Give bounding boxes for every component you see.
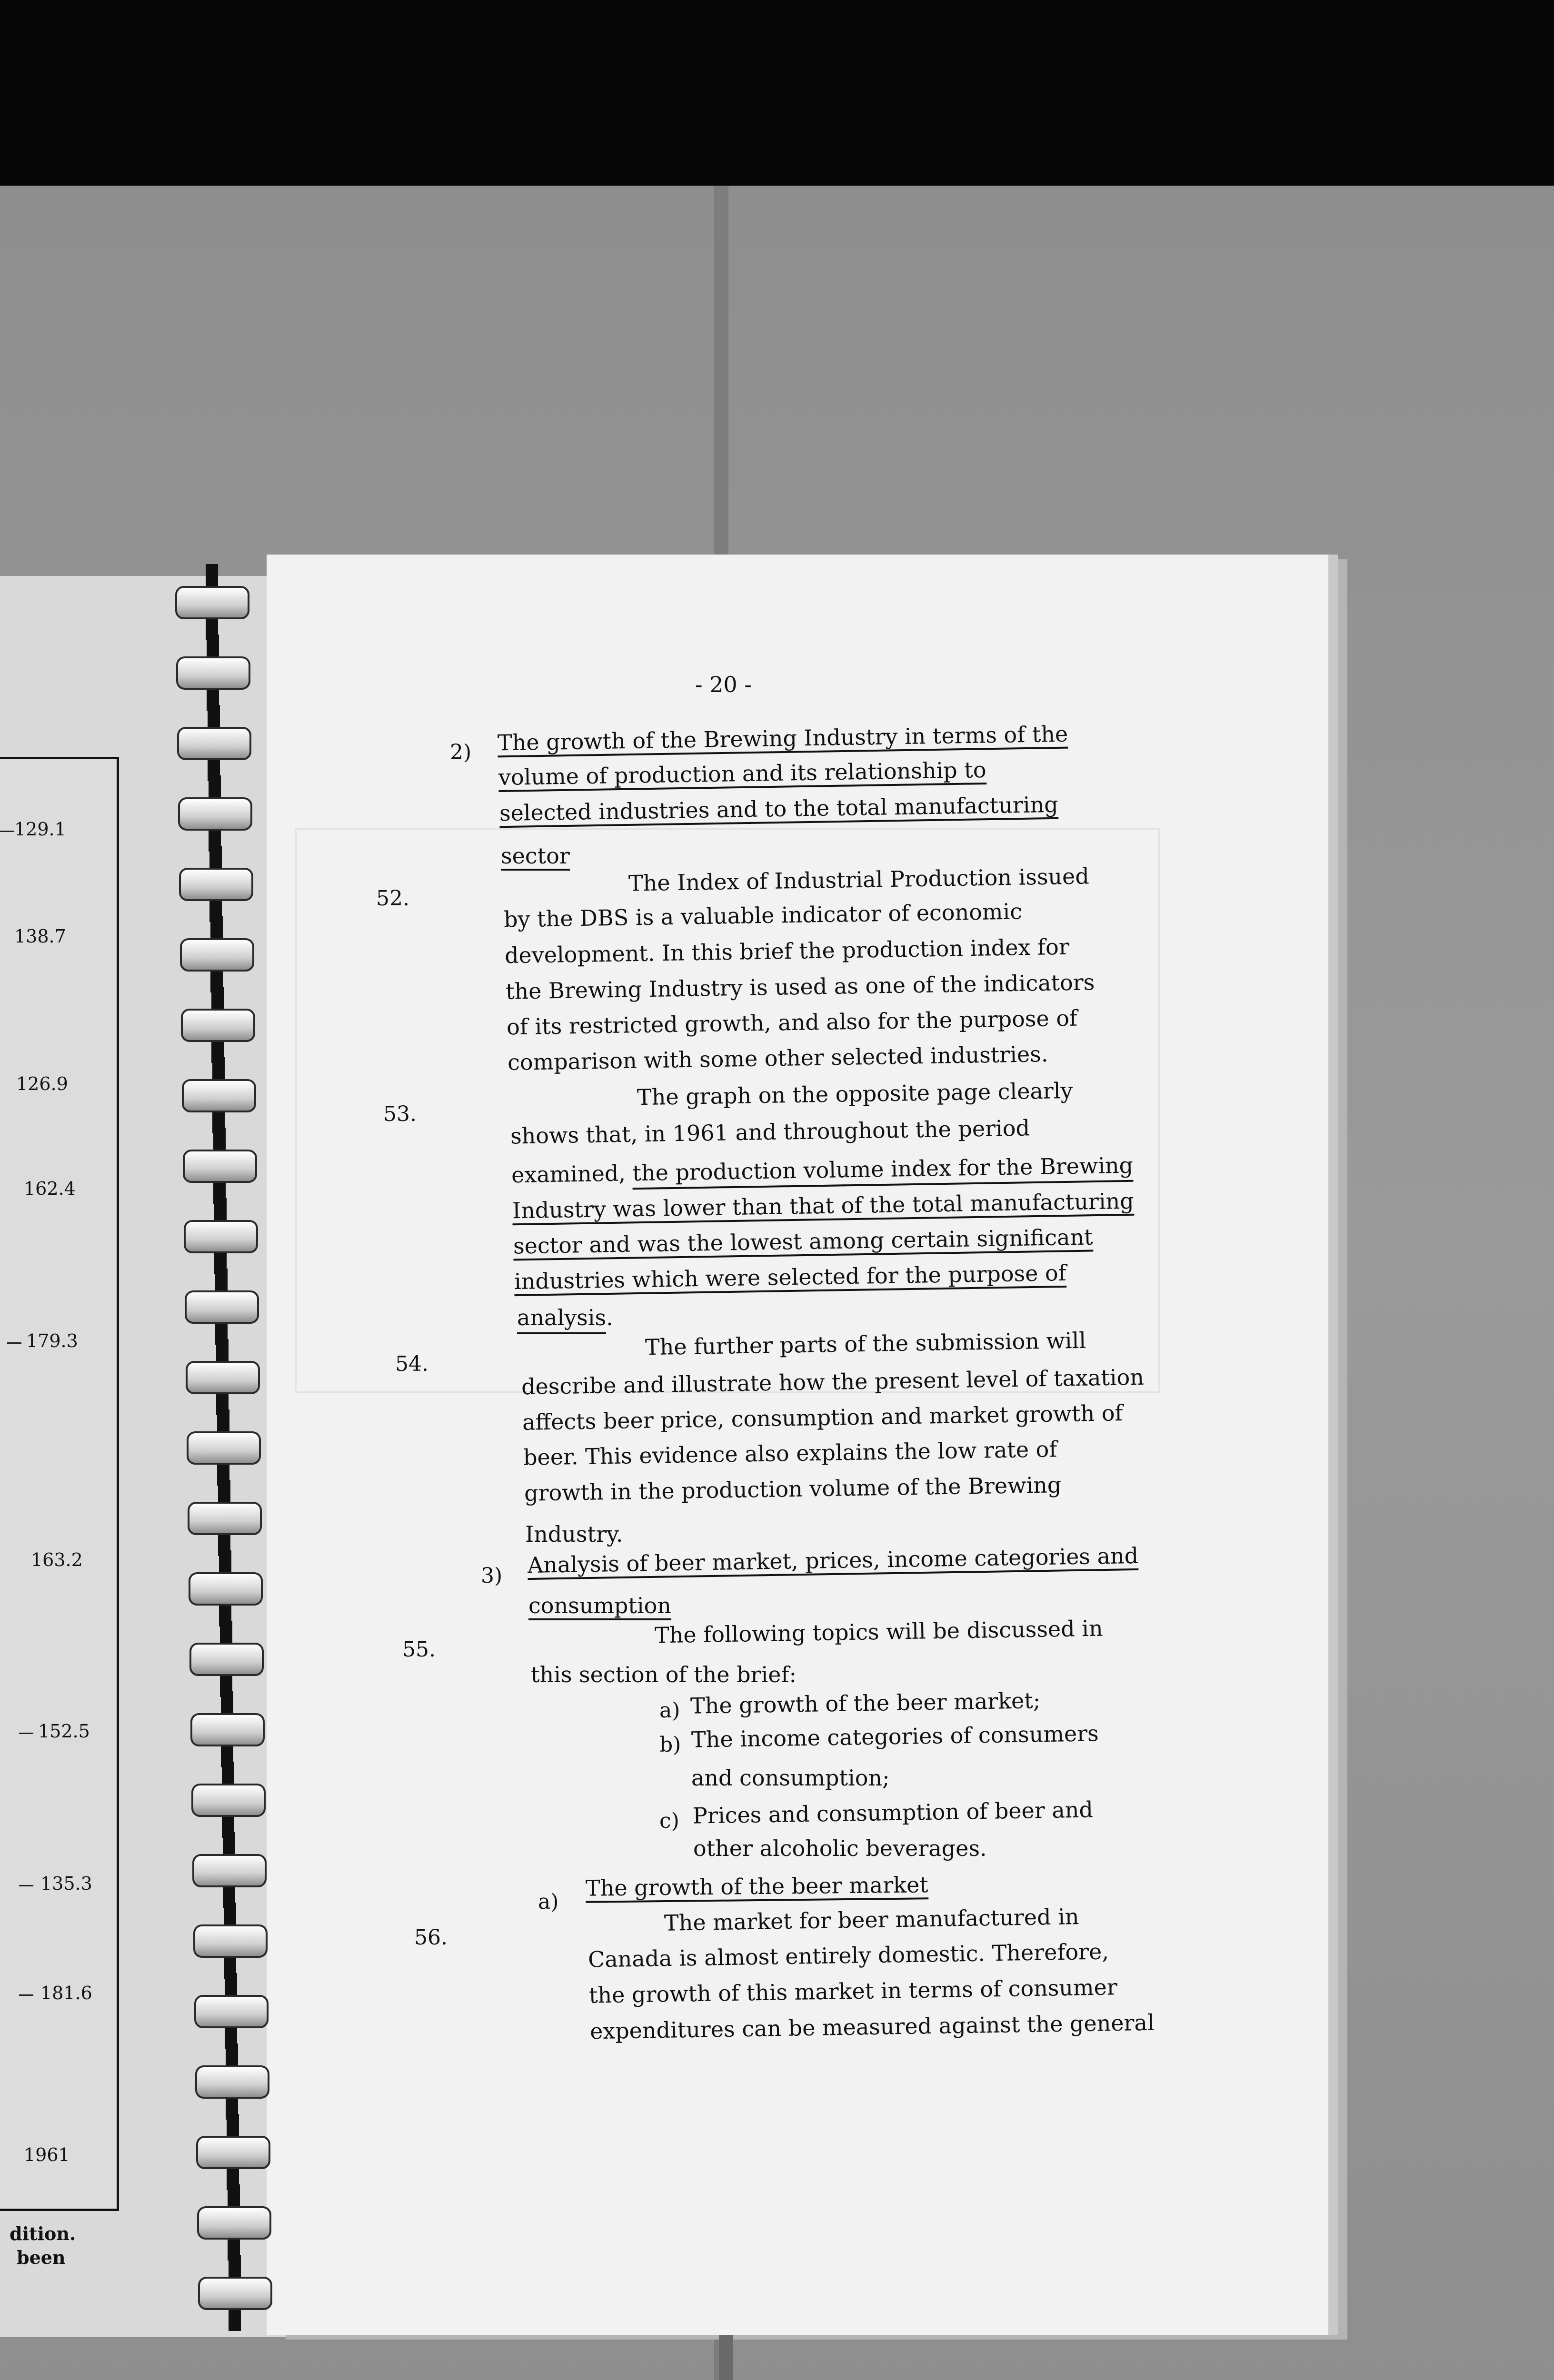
spiral-loop (189, 1572, 263, 1606)
spiral-loop (182, 1079, 256, 1112)
list-marker: b) (659, 1733, 681, 1757)
chart-value: 126.9 (16, 1073, 68, 1094)
spiral-loop (181, 1009, 255, 1042)
chart-value: 152.5 (38, 1721, 90, 1742)
spiral-coil (179, 1147, 255, 1184)
spiral-coil (193, 2203, 269, 2241)
left-chart-frame (0, 757, 119, 2211)
paragraph-line: affects beer price, consumption and market growth of (522, 1400, 1123, 1435)
paragraph-number: 54. (395, 1352, 428, 1376)
section-heading-line: consumption (528, 1595, 671, 1620)
spiral-loop (197, 2206, 271, 2240)
paragraph-line: shows that, in 1961 and throughout the period (510, 1115, 1030, 1149)
spiral-coil (188, 1781, 264, 1818)
chart-tick (19, 1885, 33, 1886)
paragraph-line: describe and illustrate how the present level of taxation (521, 1364, 1145, 1400)
spiral-loop (198, 2277, 272, 2310)
spiral-loop (178, 797, 252, 831)
spiral-coil (192, 2133, 269, 2170)
underlined-line: Industry was lower than that of the total manufacturing (512, 1190, 1134, 1226)
spiral-loop (185, 1290, 259, 1324)
spiral-loop (183, 1150, 257, 1183)
spiral-loop (186, 1361, 260, 1394)
paragraph-line: Canada is almost entirely domestic. Therefore, (588, 1938, 1109, 1973)
paragraph-number: 55. (402, 1637, 436, 1662)
paragraph-number: 53. (383, 1102, 417, 1126)
chart-tick (19, 1733, 33, 1734)
underlined-line: sector and was the lowest among certain significant (513, 1226, 1093, 1260)
section-marker: 2) (450, 740, 472, 764)
spiral-loop (196, 2136, 270, 2169)
spiral-loop (176, 656, 250, 690)
spiral-loop (191, 1784, 266, 1817)
spiral-loop (190, 1713, 265, 1746)
paragraph-line: Industry. (525, 1521, 623, 1547)
section-heading-line: The growth of the Brewing Industry in terms of the (498, 723, 1068, 758)
chart-year-label: 1961 (24, 2144, 70, 2165)
spiral-binding (171, 576, 295, 2337)
spiral-loop (187, 1431, 261, 1465)
chart-tick (7, 1342, 21, 1344)
spiral-coil (187, 1710, 263, 1747)
paragraph-line: the growth of this market in terms of consumer (588, 1974, 1118, 2008)
section-heading-line: sector (501, 845, 570, 871)
list-item-line: The growth of the beer market; (690, 1687, 1041, 1719)
center-strip (719, 2335, 733, 2380)
spiral-loop (189, 1643, 264, 1676)
spiral-coil (178, 1076, 254, 1113)
section-heading-line: selected industries and to the total manufacturing (499, 793, 1058, 828)
list-item-line: The income categories of consumers (691, 1720, 1099, 1753)
underlined-text: the production volume index for the Brewing (632, 1152, 1133, 1190)
underlined-text: analysis (517, 1305, 606, 1334)
chart-value: 135.3 (40, 1873, 92, 1894)
underlined-line: industries which were selected for the purpose of (514, 1262, 1066, 1296)
spiral-loop (188, 1502, 262, 1535)
spiral-loop (175, 586, 249, 619)
spiral-coil (184, 1499, 260, 1536)
chart-value: 181.6 (40, 1983, 92, 2003)
paragraph-number: 56. (414, 1925, 448, 1950)
paragraph-line-mixed (517, 1307, 613, 1329)
chart-value: 179.3 (26, 1330, 78, 1351)
subsection-heading: The growth of the beer market (586, 1874, 928, 1903)
spiral-coil (175, 865, 251, 902)
spiral-coil (194, 2274, 270, 2311)
spiral-coil (173, 724, 249, 761)
spiral-coil (180, 1217, 256, 1254)
spiral-coil (191, 2063, 268, 2100)
list-item-line: and consumption; (691, 1765, 890, 1791)
spiral-coil (172, 654, 249, 691)
paragraph-line: this section of the brief: (531, 1662, 797, 1687)
chart-value: 129.1 (14, 819, 66, 840)
spiral-coil (174, 794, 250, 832)
spiral-coil (177, 1006, 253, 1043)
paragraph-line: comparison with some other selected industries. (507, 1041, 1048, 1075)
spiral-loop (193, 1924, 268, 1958)
spiral-coil (190, 1992, 267, 2029)
spiral-loop (195, 2065, 269, 2099)
paragraph-line: The Index of Industrial Production issued (628, 863, 1090, 896)
spiral-coil (171, 583, 248, 620)
paragraph-text: examined, (511, 1160, 626, 1188)
spiral-coil (185, 1569, 261, 1606)
paragraph-line: of its restricted growth, and also for the purpose of (506, 1005, 1078, 1040)
left-footnote-line: dition. (10, 2223, 76, 2244)
chart-tick (19, 1994, 33, 1996)
paragraph-text: . (606, 1305, 613, 1330)
spiral-loop (180, 938, 254, 972)
paragraph-line: The further parts of the submission will (645, 1327, 1086, 1360)
paragraph-line: development. In this brief the production index for (504, 933, 1070, 969)
spiral-loop (194, 1995, 269, 2028)
paragraph-line: by the DBS is a valuable indicator of economic (503, 898, 1023, 932)
left-footnote-line: been (17, 2247, 66, 2268)
paragraph-line: The market for beer manufactured in (664, 1904, 1079, 1936)
section-heading-line: volume of production and its relationship to (498, 759, 986, 792)
spiral-coil (182, 1358, 258, 1395)
list-item-line: other alcoholic beverages. (693, 1835, 987, 1861)
spiral-coil (186, 1640, 262, 1677)
spiral-coil (189, 1851, 265, 1888)
paragraph-line: growth in the production volume of the Brewing (524, 1472, 1062, 1506)
list-item-line: Prices and consumption of beer and (692, 1796, 1094, 1829)
spiral-coil (183, 1428, 259, 1466)
subsection-marker: a) (538, 1890, 559, 1914)
chart-value: 163.2 (31, 1549, 83, 1570)
list-marker: c) (659, 1809, 679, 1833)
section-marker: 3) (481, 1564, 503, 1588)
chart-value: 138.7 (14, 926, 66, 947)
spiral-loop (192, 1854, 267, 1887)
paragraph-line: beer. This evidence also explains the low rate of (523, 1436, 1057, 1470)
paragraph-line: expenditures can be measured against the general (589, 2009, 1155, 2044)
spiral-coil (189, 1922, 266, 1959)
list-marker: a) (659, 1698, 680, 1723)
paragraph-line: The following topics will be discussed in (654, 1615, 1103, 1648)
section-heading-line: Analysis of beer market, prices, income categories and (528, 1545, 1139, 1580)
spiral-loop (184, 1220, 258, 1253)
chart-value: 162.4 (24, 1178, 76, 1199)
spiral-coil (176, 935, 252, 972)
paragraph-line: the Brewing Industry is used as one of the indicators (505, 969, 1095, 1004)
spiral-loop (179, 868, 253, 901)
spiral-loop (177, 727, 251, 760)
page-number: - 20 - (695, 672, 752, 697)
paragraph-line: The graph on the opposite page clearly (637, 1077, 1073, 1111)
chart-tick (0, 831, 14, 832)
spiral-coil (181, 1288, 257, 1325)
paragraph-number: 52. (376, 886, 409, 911)
